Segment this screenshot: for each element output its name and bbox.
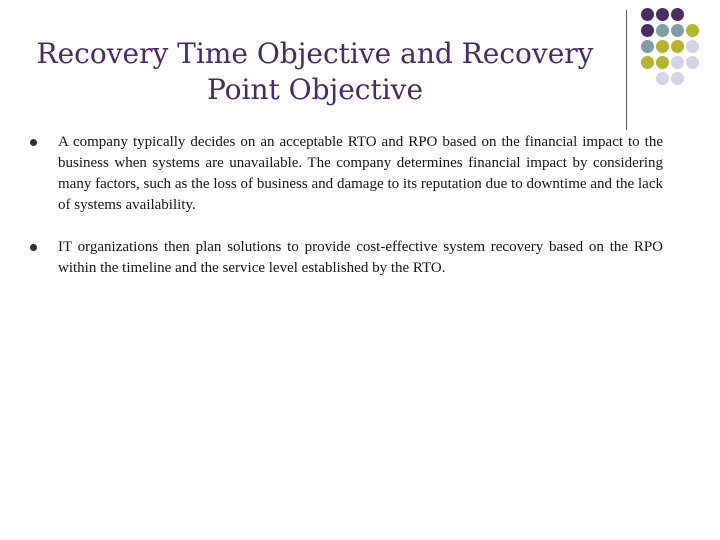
dot-r5-c2 — [671, 72, 684, 85]
dot-r2-c2 — [656, 24, 669, 37]
dot-r3-c2 — [656, 40, 669, 53]
dot-r3-c4 — [686, 40, 699, 53]
decorative-dot-grid — [636, 8, 720, 118]
bullet-icon — [30, 139, 37, 146]
dot-r4-c4 — [686, 56, 699, 69]
bullet-icon — [30, 244, 37, 251]
dot-r1-c1 — [641, 8, 654, 21]
dot-r1-c2 — [656, 8, 669, 21]
dot-r3-c3 — [671, 40, 684, 53]
dot-r2-c1 — [641, 24, 654, 37]
slide-title-line-1: Recovery Time Objective and Recovery — [36, 37, 594, 70]
dot-r5-c1 — [656, 72, 669, 85]
bullet-text: A company typically decides on an acceptable RTO and RPO based on the financial impact to the business when systems are unavailable. The company determines financial impact by considering many factors, such as the loss of business and damage to its reputation due to downtime and the lack of systems availability. — [58, 134, 663, 213]
dot-r2-c4 — [686, 24, 699, 37]
dot-r4-c1 — [641, 56, 654, 69]
dot-r2-c3 — [671, 24, 684, 37]
slide-title — [30, 36, 600, 108]
dot-r4-c3 — [671, 56, 684, 69]
dot-r4-c2 — [656, 56, 669, 69]
bullet-list — [30, 132, 663, 300]
slide-title-line-2: Point Objective — [206, 73, 424, 106]
dot-r3-c1 — [641, 40, 654, 53]
divider-line — [626, 10, 627, 130]
bullet-item — [30, 237, 663, 279]
dot-r1-c3 — [671, 8, 684, 21]
bullet-item — [30, 132, 663, 216]
bullet-text: IT organizations then plan solutions to provide cost-effective system recovery based on the RPO within the timeline and the service level established by the RTO. — [58, 239, 663, 276]
